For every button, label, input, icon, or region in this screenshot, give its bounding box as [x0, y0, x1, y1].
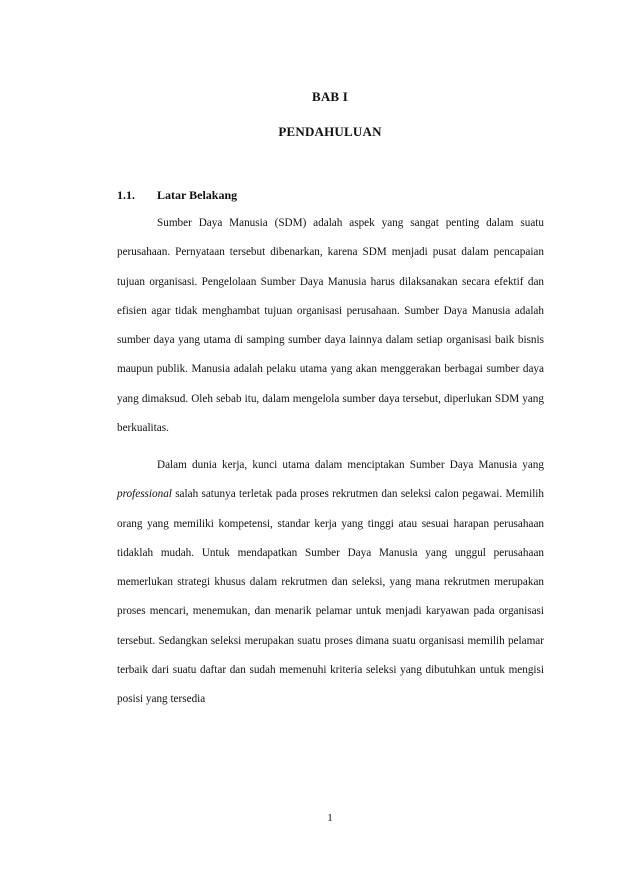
paragraph-2-rest: salah satunya terletak pada proses rekrutmen dan seleksi calon pegawai. Memilih orang yang memiliki kompetensi, standar kerja yang tinggi atau sesuai harapan perusahaan tidaklah mudah. Untuk mendapatkan Sumber Daya Manusia yang unggul perusahaan memerlukan strategi khusus dalam rekrutmen dan seleksi, yang mana rekrutmen merupakan proses mencari, menemukan, dan menarik pelamar untuk menjadi karyawan pada organisasi tersebut. Sedangkan seleksi merupakan suatu proses dimana suatu organisasi memilih pelamar terbaik dari suatu daftar dan sudah memenuhi kriteria seleksi yang dibutuhkan untuk mengisi posisi yang tersedia — [117, 488, 544, 706]
section-number: 1.1. — [117, 188, 135, 202]
chapter-number: BAB I — [311, 89, 349, 104]
section-title: Latar Belakang — [157, 188, 238, 202]
chapter-title: PENDAHULUAN — [278, 124, 382, 139]
paragraph-2 — [117, 451, 544, 715]
paragraph-2-italic-term: professional — [117, 488, 172, 501]
section-heading — [117, 188, 237, 203]
paragraph-1: Sumber Daya Manusia (SDM) adalah aspek yang sangat penting dalam suatu perusahaan. Pernyataan tersebut dibenarkan, karena SDM menjadi pusat dalam pencapaian tujuan organisasi. Pengelolaan Sumber Daya Manusia harus dilaksanakan secara efektif dan efisien agar tidak menghambat tujuan organisasi perusahaan. Sumber Daya Manusia adalah sumber daya yang utama di samping sumber daya lainnya dalam setiap organisasi baik bisnis maupun publik. Manusia adalah pelaku utama yang akan menggerakan berbagai sumber daya yang dimaksud. Oleh sebab itu, dalam mengelola sumber daya tersebut, diperlukan SDM yang berkualitas. — [117, 217, 544, 435]
page-number: 1 — [327, 812, 333, 824]
paragraph-2-start: Dalam dunia kerja, kunci utama dalam menciptakan Sumber Daya Manusia yang — [157, 459, 544, 471]
